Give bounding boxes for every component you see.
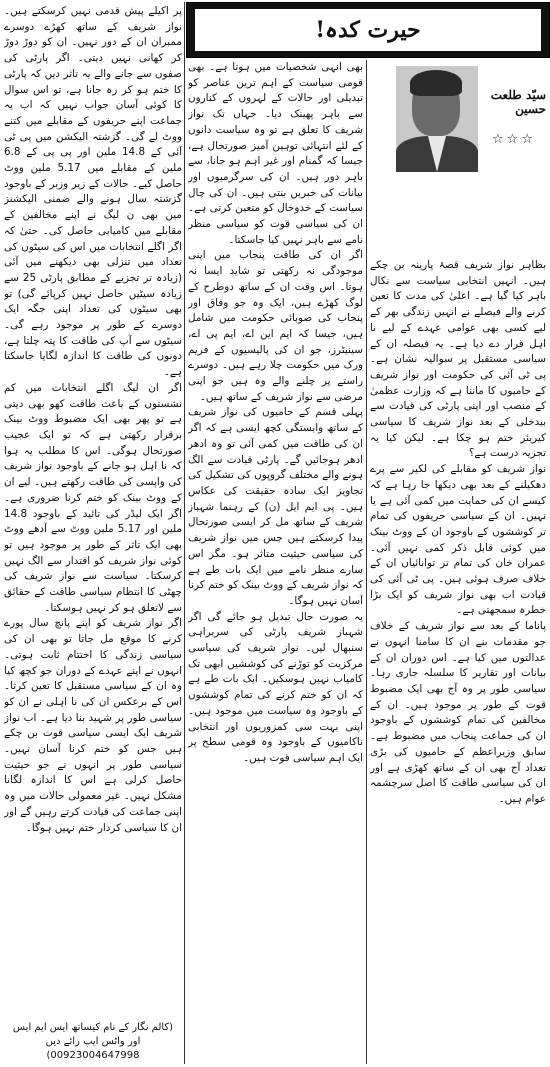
author-name: سیّد طلعت حسین [490, 88, 546, 116]
paragraph: اگر ان کی طاقت پنجاب میں اپنی موجودگی نہ رکھتی تو شاید ایسا نہ ہوتا۔ اس وقت ان کے ساتھ دوطرح کے لوگ کھڑے ہیں، ایک وہ جو وفاق اور پنجاب کی صوبائی حکومت میں شامل ہیں، جیسا کہ ایم این اے، ایم پی اے، سینیٹرز، جو ان کی پالیسیوں کے فریم ورک میں حکومت چلا رہے ہیں۔ دوسرے راستے پر چلنے والے وہ ہیں جو اپنی مرضی سے نواز شریف کے ساتھ ہیں۔ [188, 249, 363, 403]
column-divider [366, 60, 367, 1064]
contact-note: (کالم نگار کے نام کیساتھ ایس ایم ایس اور واٹس ایپ رائے دیں 00923004647998) [12, 1022, 174, 1061]
left-column [4, 4, 182, 1064]
author-photo [396, 66, 478, 172]
column-banner [186, 2, 550, 58]
paragraph: پہلی قسم کے حامیوں کی نواز شریف کے ساتھ وابستگی کچھ ایسی ہے کہ اگر ان کی طاقت میں کمی آئی تو وہ ادھر ادھر ہوجائیں گے۔ پارٹی قیادت سے الگ ہونے والے مختلف گروپوں کی تشکیل کی تجاویز ایک سادہ حقیقت کی عکاس ہیں۔ پی ایم ایل (ن) کے رہنما شہباز شریف کے ساتھ مل کر ایسی صورتحال پیدا کرسکتے ہیں جس میں نواز شریف کی سیاسی حیثیت متاثر ہو۔ مگر اس سارے منظر نامے میں ایک بات طے ہے کہ نواز شریف کے ووٹ بینک کو ختم کرنا آسان نہیں ہوگا۔ [188, 406, 363, 607]
paragraph: اگر نواز شریف کو اپنے پانچ سال پورے کرنے کا موقع مل جاتا تو بھی ان کی سیاسی زندگی کا اختتام ثابت ہوتی۔ انہوں نے اپنے عہدے کے دوران جو کچھ کیا وہ ان کے سیاسی مستقبل کا تعین کرتا۔ اس کے برعکس ان کی نا اہلی نے ان کو سیاسی طور پر شہید بنا دیا ہے۔ اب نواز شریف ایک ایسی سیاسی قوت بن چکے ہیں جس کو ختم کرنا آسان نہیں۔ سیاسی طور پر انہوں نے جو حیثیت حاصل کرلی ہے اس کا اندازہ لگانا مشکل نہیں۔ غیر معمولی حالات میں وہ اپنی جماعت کی قیادت کرتے رہیں گے اور ان کا سیاسی کردار ختم نہیں ہوگا۔ [4, 617, 182, 834]
paragraph: پاناما کے بعد سے نواز شریف کے خلاف جو مقدمات بنے ان کا سامنا انہوں نے عدالتوں میں کیا ہے۔ اس دوران ان کے بیانات اور تقاریر کا سلسلہ جاری رہا۔ سیاسی طور پر وہ آج بھی ایک مضبوط قوت کے طور پر موجود ہیں۔ ان کے مخالفین کی تمام کوششوں کے باوجود ان کی جماعت پنجاب میں مضبوط ہے۔ سابق وزیراعظم کے حامیوں کی بڑی تعداد آج بھی ان کے ساتھ کھڑی ہے اور ان کی سیاسی طاقت کا اصل سرچشمہ عوام ہیں۔ [370, 620, 546, 805]
column-divider [184, 2, 185, 1064]
paragraph: پر اکیلے پیش قدمی نہیں کرسکتے ہیں۔ نواز شریف کے ساتھ کھڑے دوسرے ممبران ان کے دور نہیں۔ ان کو دوڑ دوڑ کر کھانی نہیں دیتی۔ اگر پارٹی کی صفوں سے جانے والے یہ تاثر دیں کہ پارٹی کا ختم ہو کر رہ جانا ہے، تو اس سوال کا کوئی آسان جواب نہیں کہ اب یہ جماعت اپنے حریفوں کے مقابلے میں کتنے ووٹ لے گی۔ گزشتہ الیکشن میں پی ٹی آئی کے 14.8 ملین اور پی پی کے 6.8 ملین کے مقابلے میں 5.17 ملین ووٹ حاصل کیے۔ حالات کے زیر وزبر کے باوجود گزشتہ سال ہونے والے ضمنی الیکشنز میں بھی ن لیگ نے اپنے مخالفین کے مقابلے میں کامیابی حاصل کی۔ حتیٰ کہ اگر اگلے انتخابات میں اس کی سیٹوں کی تعداد میں تنزلی بھی دیکھنے میں آئی (زیادہ تر تجزیے کے مطابق پارٹی 25 سے زیادہ سیٹیں حاصل نہیں کرپائے گی) تو بھی سیٹوں کی تعداد اپنی جگہ ایک دوسرے کے طور پر موجود رہے گی۔ سیٹوں سے آپ کی طاقت کا پتہ چلتا ہے، دونوں کی طاقت کا اندازہ لگایا جاسکتا ہے۔ [4, 5, 182, 379]
banner-inner [195, 9, 541, 51]
paragraph: نواز شریف کو مقابلے کی لکیر سے پرے دھکیلنے کے بعد بھی دیکھا جا رہا ہے کہ کیسے ان کی حمایت میں کمی آئی ہے یا نہیں۔ ان کے سیاسی حریفوں کی تمام تر کوششوں کے باوجود ان کے ووٹ بینک میں کوئی قابل ذکر کمی نہیں آئی۔ عمران خان کی تمام تر توانائیاں ان کے خلاف صرف ہوئی ہیں۔ پی ٹی آئی کی قیادت اب بھی نواز شریف کو ایک بڑا خطرہ سمجھتی ہے۔ [370, 463, 546, 617]
paragraph: اگر ان لیگ اگلے انتخابات میں کم نشستوں کے باعث طاقت کھو بھی دیتی ہے تو پھر بھی ایک مضبوط ووٹ بینک برقرار رکھتی ہے کہ تو ایک عجیب صورتحال ہوگی۔ اس کا مطلب یہ ہوا کہ نا اہل ہو جانے کے باوجود نواز شریف کی واپسی کی طاقت رکھتے ہیں۔ لیے ان کے ووٹ بینک کو ختم کرنا ضروری ہے۔ اگر ایک لیڈر کی تائید کے باوجود 14.8 ملین اور 5.17 ملین ووٹ سے آدھے ووٹ بھی ایک تاثر کے طور پر موجود ہیں تو کوئی نواز شریف کو اقتدار سے الگ نہیں کرسکتا۔ سیاست سے نواز شریف کی چھٹی کا انتظام سیاسی طاقت کے حقائق سے لاتعلق ہو کر نہیں ہوسکتا۔ [4, 381, 182, 614]
middle-column [188, 60, 363, 1064]
star-rating-icon: ☆☆☆ [492, 132, 536, 147]
paragraph: بظاہر نواز شریف قصۂ پارینہ بن چکے ہیں۔ انہیں انتخابی سیاست سے نکال باہر کیا گیا ہے۔ اعلیٰ کی مدت کا تعین کرنے والے فیصلے نے انہیں زندگی بھر کے لیے کسی بھی عوامی عہدے کے لیے نا اہل قرار دے دیا ہے۔ یہ فیصلہ ان کے سیاسی مستقبل پر سوالیہ نشان ہے۔ پی ٹی آئی کی حکومت اور نواز شریف کے حامیوں کا ماننا ہے کہ وزارت عظمیٰ کے منصب اور اپنی پارٹی کی قیادت سے بیدخلی کے بعد نواز شریف کا سیاسی کیریئر ختم ہو چکا ہے۔ لیکن کیا یہ تجزیہ درست ہے؟ [370, 259, 546, 460]
paragraph: بھی انہی شخصیات میں ہوتا ہے۔ بھی قومی سیاست کے اہم ترین عناصر کو تبدیلی اور حالات کے لہروں کے کناروں سے باہر پھینک دیا۔ جہاں تک نواز شریف کا تعلق ہے تو وہ سیاست دانوں کے لئے انتہائی توہین آمیز صورتحال ہے، جیسا کہ گمنام اور غیر اہم ہو جانا، سے باہر دور ہیں۔ ان کی سرگرمیوں اور بیانات کی خبریں بنتی ہیں۔ ان کی چال سیاست کے خدوخال کو متعین کرتی ہے۔ ان کی سیاسی قوت کو سیاسی منظر نامے سے باہر نہیں کیا جاسکتا۔ [188, 61, 363, 246]
right-column [370, 258, 546, 1064]
paragraph: یہ صورت حال تبدیل ہو جائے گی اگر شہباز شریف پارٹی کی سربراہی سنبھال لیں۔ نواز شریف کی سیاسی مرکزیت کو توڑنے کی کوششیں ابھی تک کامیاب نہیں ہوسکیں۔ ایک بات طے ہے کہ ان کو ختم کرنے کی تمام کوششوں کے باوجود وہ سیاست میں موجود ہیں۔ اپنی بہت سی کمزوریوں اور انتخابی ناکامیوں کے باوجود وہ قومی سطح پر ایک اہم سیاسی قوت ہیں۔ [188, 610, 363, 764]
photo-hair [410, 70, 462, 96]
column-title: حیرت کدہ! [315, 17, 421, 43]
